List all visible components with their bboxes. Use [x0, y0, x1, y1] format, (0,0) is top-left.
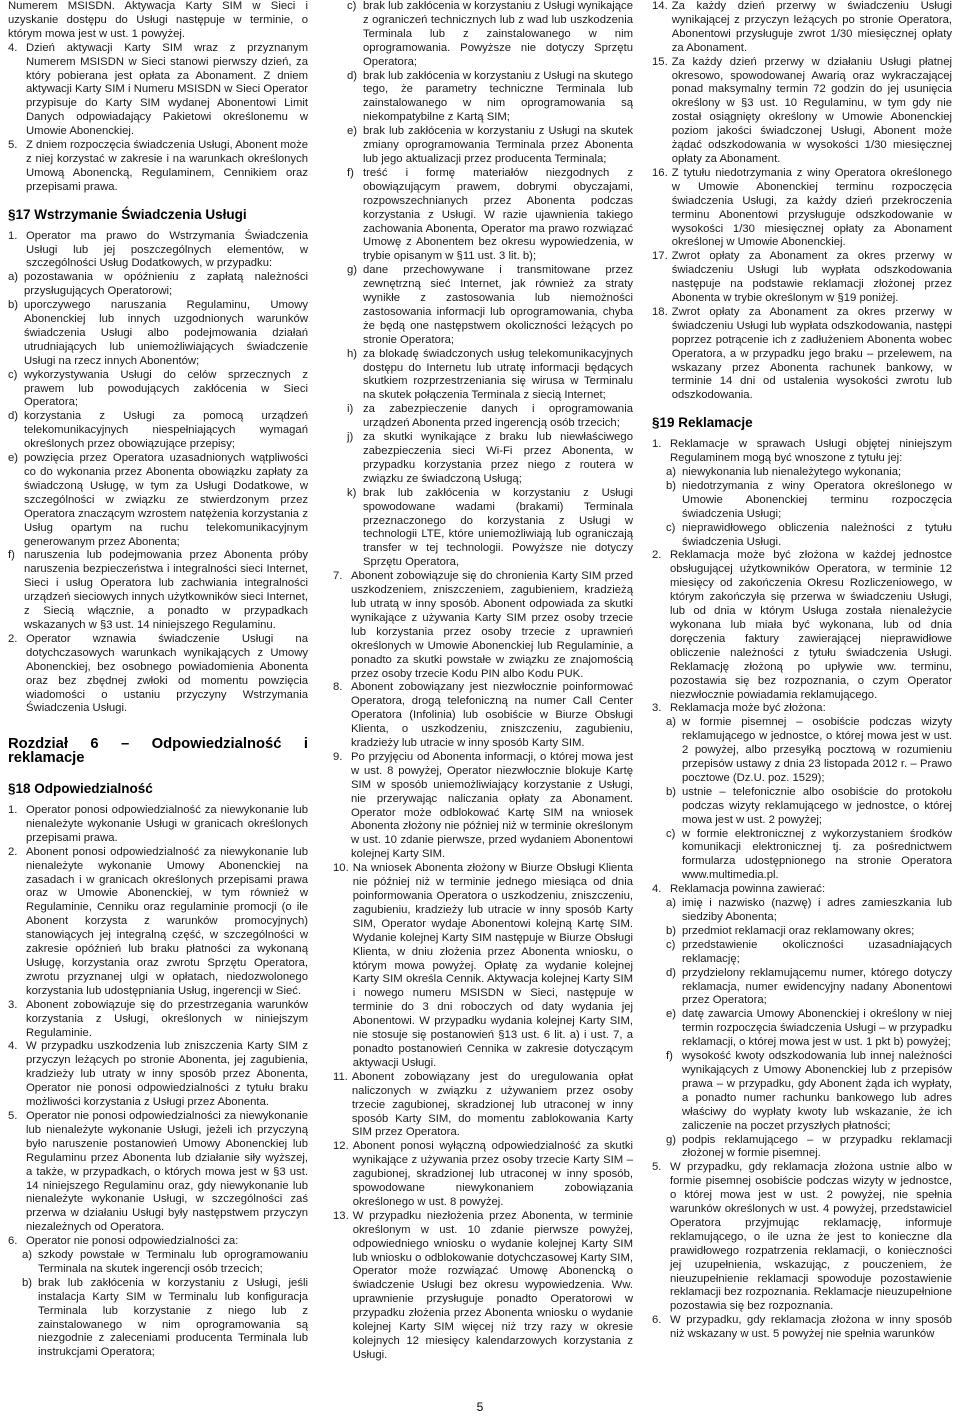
- section-heading-17: §17 Wstrzymanie Świadczenia Usługi: [8, 206, 247, 222]
- sub-item: f) wysokość kwoty odszkodowania lub innej należności wynikających z Umowy Abonenckiej lub z przepisów prawa – w przypadku, gdy Abonent żąda ich wypłaty, a ponadto numer rachunku bankowego lub adres właściwy do wypłaty kwoty lub wskazanie, że ich zaliczenie na poczet przyszłych płatności;: [666, 1050, 952, 1132]
- sub-item: e) brak lub zakłócenia w korzystaniu z Usługi na skutek zmiany oprogramowania Terminala przez Abonenta lub jego aktualizacji przez producenta Terminala;: [347, 125, 633, 165]
- sub-item: k) brak lub zakłócenia w korzystaniu z Usługi spowodowane wadami (brakami) Terminala przeznaczonego do korzystania z Usługi w technologii LTE, które uniemożliwiają lub ograniczają transfer w tej technologii. Powyższe nie dotyczy Sprzętu Operatora,: [347, 486, 633, 569]
- sub-item: f) treść i formę materiałów niezgodnych z obowiązującym prawem, dobrymi obyczajami, rozpowszechnianych przez Abonenta podczas korzystania z Usługi. W razie ujawnienia takiego zachowania Abonenta, Operator ma prawo rozwiązać Umowę z Abonentem bez okresu wypowiedzenia, w trybie opisanym w §11 ust. 3 lit. b);: [347, 166, 633, 263]
- list-item: 5. Z dniem rozpoczęcia świadczenia Usługi, Abonent może z niej korzystać w zakresie i na warunkach określonych Umową Abonencką, Regulaminem, Cennikiem oraz przepisami prawa.: [8, 139, 308, 193]
- column-middle: [333, 0, 633, 1363]
- list-item: 1. Operator ma prawo do Wstrzymania Świadczenia Usługi lub jej poszczególnych elementów, w szczególności Usług Dodatkowych, w przypadku:: [8, 229, 308, 270]
- list-item: 7. Abonent zobowiązuje się do chronienia Karty SIM przed uszkodzeniem, zniszczeniem, zagubieniem, kradzieżą lub utratą w inny sposób. Abonent odpowiada za skutki wynikające z używania Karty SIM przez osoby trzecie lub korzystania przez osoby trzecie z uprawnień określonych w Umowie Abonenckiej lub Regulaminie, a ponadto za skutki powstałe w związku ze znajomością przez osoby trzecie Kodu PIN albo Kodu PUK.: [333, 570, 633, 680]
- sub-item: a) szkody powstałe w Terminalu lub oprogramowaniu Terminala na skutek ingerencji osób trzecich;: [22, 1249, 308, 1275]
- sub-item: a) w formie pisemnej – osobiście podczas wizyty reklamującego w jednostce, o której mowa jest w ust. 2 powyżej, albo przesyłką pocztową w rozumieniu przepisów ustawy z dnia 23 listopada 2012 r. – Prawo pocztowe (Dz.U. poz. 1529);: [666, 716, 952, 784]
- sub-item: f) naruszenia lub podejmowania przez Abonenta próby naruszenia bezpieczeństwa i integralności sieci Internet, Sieci i usług Operatora lub zachwiania integralności urządzeń sieciowych innych użytkowników sieci Internet, z Siecią włącznie, a ponadto w przypadkach wskazanych w §3 ust. 14 niniejszego Regulaminu.: [8, 549, 308, 631]
- list-item: 18. Zwrot opłaty za Abonament za okres przerwy w świadczeniu Usługi lub wypłata odszkodowania, następi poprzez potrącenie ich z zadłużeniem Abonenta wobec Operatora, a w przypadku jego braku – przelewem, na wskazany przez Abonenta rachunek bankowy, w terminie 14 dni od ustalenia wysokości zwrotu lub odszkodowania.: [652, 305, 952, 402]
- list-item: 2. Abonent ponosi odpowiedzialność za niewykonanie lub nienależyte wykonanie Umowy Abonenckiej na zasadach i w granicach określonych przepisami prawa oraz w Umowie Abonenckiej, w tym również w Regulaminie, Cenniku oraz regulaminie promocji (o ile Abonent korzysta z warunków promocyjnych) stanowiących jej integralną część, w szczególności w zakresie opóźnień lub braku płatności za wykonaną Usługę, korzystania oraz zwrotu Sprzętu Operatora, zwrotu przyznanej ulgi w opłatach, niedozwolonego korzystania lub udostępniania Usług, ingerencji w Sieć.: [8, 845, 308, 997]
- sub-item: d) przydzielony reklamującemu numer, którego dotyczy reklamacja, numer ewidencyjny nadany Abonentowi przez Operatora;: [666, 966, 952, 1007]
- sub-item: b) uporczywego naruszania Regulaminu, Umowy Abonenckiej lub innych uzgodnionych warunków świadczenia Usługi albo podejmowania działań utrudniających lub uniemożliwiających świadczenie Usługi na rzecz innych Abonentów;: [8, 299, 308, 367]
- sub-item: i) za zabezpieczenie danych i oprogramowania urządzeń Abonenta przed ingerencją osób trzecich;: [347, 403, 633, 430]
- sub-item: c) przedstawienie okoliczności uzasadniających reklamację;: [666, 938, 952, 965]
- sub-item: d) brak lub zakłócenia w korzystaniu z Usługi na skutego tego, że parametry techniczne Terminala lub zainstalowanego w nim oprogramowania są niekompatybilne z Kartą SIM;: [347, 69, 634, 124]
- list-item: 16. Z tytułu niedotrzymania z winy Operatora określonego w Umowie Abonenckiej terminu rozpoczęcia świadczenia Usługi, za każdy dzień przekroczenia terminu Abonentowi przysługuje odszkodowanie w wysokości 1/30 miesięcznej opłaty za Abonament określonej w Umowie Abonenckiej.: [652, 166, 952, 249]
- column-left: [8, 0, 308, 1360]
- sub-item: a) niewykonania lub nienależytego wykonania;: [666, 466, 902, 478]
- list-item: 11. Abonent zobowiązany jest do uregulowania opłat naliczonych w związku z używaniem przez osoby trzecie zagubionej, skradzionej lub utraconej w inny sposób Karty SIM, do momentu zablokowania Karty SIM przez Operatora.: [333, 1070, 633, 1139]
- sub-item: e) powzięcia przez Operatora uzasadnionych wątpliwości co do wykonania przez Abonenta obowiązku zapłaty za świadczoną Usługę, w tym za Usługi Dodatkowe, w szczególności w związku ze stwierdzonym przez Operatora znaczącym wzrostem natężenia korzystania z Usług opartym na ruchu telekomunikacyjnym generowanym przez Abonenta;: [8, 452, 308, 548]
- list-item: 9. Po przyjęciu od Abonenta informacji, o której mowa jest w ust. 8 powyżej, Operator niezwłocznie blokuje Kartę SIM w sposób uniemożliwiający korzystanie z Usługi, nie przerywając naliczania opłaty za Abonament. Operator może odblokować Kartę SIM na wniosek Abonenta złożony nie później niż w terminie określonym w ust. 10 zdanie pierwsze, przed wydaniem Abonentowi kolejnej Karty SIM.: [333, 750, 633, 861]
- sub-item: b) przedmiot reklamacji oraz reklamowany okres;: [666, 924, 915, 937]
- sub-item: e) datę zawarcia Umowy Abonenckiej i określony w niej termin rozpoczęcia świadczenia Usługi – w przypadku reklamacji, o której mowa jest w ust. 1 pkt b) powyżej;: [666, 1008, 952, 1049]
- list-item: 13. W przypadku niezłożenia przez Abonenta, w terminie określonym w ust. 10 zdanie pierwsze powyżej, odpowiedniego wniosku o wydanie kolejnej Karty SIM lub wniosku o odblokowanie dotychczasowej Karty SIM, Operator może rozwiązać Umowę Abonencką o świadczenie Usługi bez okresu wypowiedzenia. Ww. uprawnienie przysługuje ponadto Operatorowi w przypadku złożenia przez Abonenta wniosku o wydanie kolejnej Karty SIM więcej niż trzy razy w okresie kolejnych 12 miesięcy kalendarzowych korzystania z Usługi.: [333, 1209, 633, 1361]
- list-item: 4. W przypadku uszkodzenia lub zniszczenia Karty SIM z przyczyn leżących po stronie Abonenta, jej zagubienia, kradzieży lub utraty w inny sposób przez Abonenta, Operator nie ponosi odpowiedzialności z tytułu braku możliwości korzystania z Usługi przez Abonenta.: [8, 1040, 308, 1109]
- sub-item: d) korzystania z Usługi za pomocą urządzeń telekomunikacyjnych niespełniających wymagań określonych przez obowiązujące przepisy;: [8, 410, 308, 451]
- list-item: 6. Operator nie ponosi odpowiedzialności za:: [8, 1235, 239, 1248]
- list-item: 1. Operator ponosi odpowiedzialność za niewykonanie lub nienależyte wykonanie Usługi w granicach określonych przepisami prawa.: [8, 804, 308, 844]
- sub-item: g) dane przechowywane i transmitowane przez zewnętrzną sieć Internet, jak również za straty wynikłe z zastosowania lub niemożności zastosowania informacji lub oprogramowania, chyba że będą one następstwem okoliczności leżących po stronie Operatora;: [347, 264, 633, 346]
- list-item: 4. Reklamacja powinna zawierać:: [652, 883, 826, 896]
- sub-item: c) w formie elektronicznej z wykorzystaniem środków komunikacji elektronicznej tj. za pośrednictwem formularza udostępnionego na stronie Operatora www.multimedia.pl.: [666, 827, 952, 882]
- sub-item: c) brak lub zakłócenia w korzystaniu z Usługi wynikające z ograniczeń technicznych lub z wad lub uszkodzenia Terminala lub z zainstalowanego w nim oprogramowania. Powyższe nie dotyczy Sprzętu Operatora;: [347, 0, 633, 68]
- sub-item: b) ustnie – telefonicznie albo osobiście do protokołu podczas wizyty reklamującego w jednostce, o której mowa jest w ust. 2 powyżej;: [666, 785, 952, 826]
- sub-item: g) podpis reklamującego – w przypadku reklamacji złożonej w formie pisemnej.: [666, 1133, 952, 1160]
- list-item: 14. Za każdy dzień przerwy w świadczeniu Usługi wynikającej z przyczyn leżących po stronie Operatora, Abonentowi przysługuje zwrot 1/30 miesięcznej opłaty za Abonament.: [652, 0, 952, 54]
- list-item: 17. Zwrot opłaty za Abonament za okres przerwy w świadczeniu Usługi lub wypłata odszkodowania następuje na podstawie reklamacji złożonej przez Abonenta w trybie określonym w §19 poniżej.: [652, 250, 952, 305]
- sub-item: b) brak lub zakłócenia w korzystaniu z Usługi, jeśli instalacja Karty SIM w Terminalu lub konfiguracja Terminala lub korzystanie z niego lub z zainstalowanego w nim oprogramowania są niezgodnie z zaleceniami producenta Terminala lub instrukcjami Operatora;: [22, 1276, 308, 1359]
- sub-item: a) pozostawania w opóźnieniu z zapłatą należności przysługujących Operatorowi;: [8, 271, 308, 298]
- list-item: 1. Reklamacje w sprawach Usługi objętej niniejszym Regulaminem mogą być wnoszone z tytułu jej:: [652, 438, 952, 465]
- sub-item: b) niedotrzymania z winy Operatora określonego w Umowie Abonenckiej terminu rozpoczęcia świadczenia Usługi;: [666, 479, 952, 520]
- list-item: 3. Reklamacja może być złożona:: [652, 702, 826, 715]
- list-item: 10. Na wniosek Abonenta złożony w Biurze Obsługi Klienta nie później niż w terminie jednego miesiąca od dnia poinformowania Operatora o uszkodzeniu, zniszczeniu, zagubieniu, kradzieży lub utracie w inny sposób Karty SIM, Operator wydaje Abonentowi kolejną Kartę SIM. Wydanie kolejnej Karty SIM następuje w Biurze Obsługi Klienta, w dniu złożenia przez Abonenta wniosku, o którym mowa powyżej. Opłatę za wydanie kolejnej Karty SIM określa Cennik. Aktywacja kolejnej Karty SIM i nowego numeru MSISDN w Sieci, następuje w terminie do 3 dni roboczych od daty wydania jej Abonentowi. W przypadku wydania kolejnej Karty SIM, nie stosuje się postanowień §13 ust. 6 lit. a) i ust. 7, a ponadto postanowień Cennika w zakresie dotyczącym aktywacji Usługi.: [333, 862, 633, 1069]
- list-item: 3. Abonent zobowiązuje się do przestrzegania warunków korzystania z Usługi, określonych w niniejszym Regulaminie.: [8, 998, 308, 1039]
- list-item: 5. W przypadku, gdy reklamacja złożona ustnie albo w formie pisemnej osobiście podczas wizyty w jednostce, o której mowa jest w ust. 2 powyżej, nie spełnia warunków określonych w ust. 4 powyżej, przedstawiciel Operatora przyjmując reklamację, informuje reklamującego, o ile uzna że jest to konieczne dla prawidłowego rozpatrzenia reklamacji, o konieczności jej uzupełnienia, wskazując, z pouczeniem, że nieuzupełnienie reklamacji spowoduje pozostawienie reklamacji bez rozpoznania. Reklamacje nieuzupełnione pozostawia się bez rozpoznania.: [652, 1161, 952, 1313]
- lead-paragraph: Numerem MSISDN. Aktywacja Karty SIM w Sieci i uzyskanie dostępu do Usługi następuje w terminie, o którym mowa jest w ust. 1 powyżej.: [8, 0, 308, 40]
- sub-item: a) imię i nazwisko (nazwę) i adres zamieszkania lub siedziby Abonenta;: [666, 897, 952, 923]
- list-item: 4. Dzień aktywacji Karty SIM wraz z przyznanym Numerem MSISDN w Sieci stanowi pierwszy dzień, za który pobierana jest opłata za Abonament. Z dniem aktywacji Karty SIM i Numeru MSISDN w Sieci Operator przypisuje do Karty SIM wydanej Abonentowi Limit Danych odpowiadający Pakietowi określonemu w Umowie Abonenckiej.: [8, 41, 308, 138]
- chapter-heading: Rozdział 6 – Odpowiedzialność i reklamacje: [8, 736, 308, 767]
- column-right: [652, 0, 952, 1342]
- list-item: 8. Abonent zobowiązany jest niezwłocznie poinformować Operatora, drogą telefoniczną na numer Call Center Operatora (Infolinia) lub osobiście w Biurze Obsługi Klienta, o uszkodzeniu, zniszczeniu, zagubieniu, kradzieży lub utracie w inny sposób Karty SIM.: [333, 681, 633, 750]
- list-item: 12. Abonent ponosi wyłączną odpowiedzialność za skutki wynikające z używania przez osoby trzecie Karty SIM – zagubionej, skradzionej lub utraconej w inny sposób, spowodowane niewykonaniem zobowiązania określonego w ust. 8 powyżej.: [333, 1140, 633, 1208]
- section-heading-18: §18 Odpowiedzialność: [8, 781, 153, 797]
- list-item: 15. Za każdy dzień przerwy w działaniu Usługi płatnej okresowo, spowodowanej Awarią oraz wykraczającej ponad maksymalny termin 72 godzin do jej usunięcia określony w §3 ust. 10 Regulaminu, w tym gdy nie został osiągnięty określony w Umowie Abonenckiej poziom jakości świadczonej Usługi, Abonent może żądać odszkodowania w wysokości 1/30 miesięcznej opłaty za Abonament.: [652, 55, 952, 165]
- sub-item: c) wykorzystywania Usługi do celów sprzecznych z prawem lub powodujących zakłócenia w Sieci Operatora;: [8, 368, 308, 409]
- sub-item: c) nieprawidłowego obliczenia należności z tytułu świadczenia Usługi.: [666, 521, 952, 548]
- list-item: 2. Operator wznawia świadczenie Usługi na dotychczasowych warunkach wynikających z Umowy Abonenckiej, bez osobnego powiadomienia Abonenta oraz bez zbędnej zwłoki od momentu powzięcia wiadomości o ustaniu przyczyny Wstrzymania Świadczenia Usługi.: [8, 632, 308, 715]
- page-number: 5: [476, 1400, 484, 1414]
- sub-item: j) za skutki wynikające z braku lub niewłaściwego zabezpieczenia sieci Wi-Fi przez Abonenta, w przypadku korzystania przez niego z routera w związku ze świadczoną Usługą;: [347, 431, 633, 485]
- list-item: 2. Reklamacja może być złożona w każdej jednostce obsługującej użytkowników Operatora, w terminie 12 miesięcy od zakończenia Okresu Rozliczeniowego, w którym zakończyła się przerwa w świadczeniu Usługi, lub od dnia w którym Usługa została nienależycie wykonana lub miała być wykonana, lub od dnia doręczenia faktury zawierającej nieprawidłowe obliczenie należności z tytułu świadczenia Usługi. Reklamację złożoną po upływie ww. terminu, pozostawia się bez rozpoznania, o czym Operator niezwłocznie powiadamia reklamującego.: [652, 549, 952, 701]
- sub-item: h) za blokadę świadczonych usług telekomunikacyjnych dostępu do Internetu lub utratę informacji będących skutkiem rozprzestrzeniania się wirusa w Terminalu na skutek połączenia Terminala z siecią Internet;: [347, 347, 633, 402]
- section-heading-19: §19 Reklamacje: [652, 415, 753, 431]
- list-item: 5. Operator nie ponosi odpowiedzialności za niewykonanie lub nienależyte wykonanie Usługi, jeżeli ich przyczyną było naruszenie postanowień Umowy Abonenckiej lub Regulaminu przez Abonenta lub działanie siły wyższej, a także, w przypadkach, o których mowa jest w §3 ust. 14 niniejszego Regulaminu oraz, gdy niewykonanie lub nienależyte wykonanie Usługi, w szczególności zaś przerwa w działaniu Usługi były następstwem przyczyn niezależnych od Operatora.: [8, 1109, 308, 1234]
- list-item: 6. W przypadku, gdy reklamacja złożona w inny sposób niż wskazany w ust. 5 powyżej nie spełnia warunków: [652, 1314, 952, 1341]
